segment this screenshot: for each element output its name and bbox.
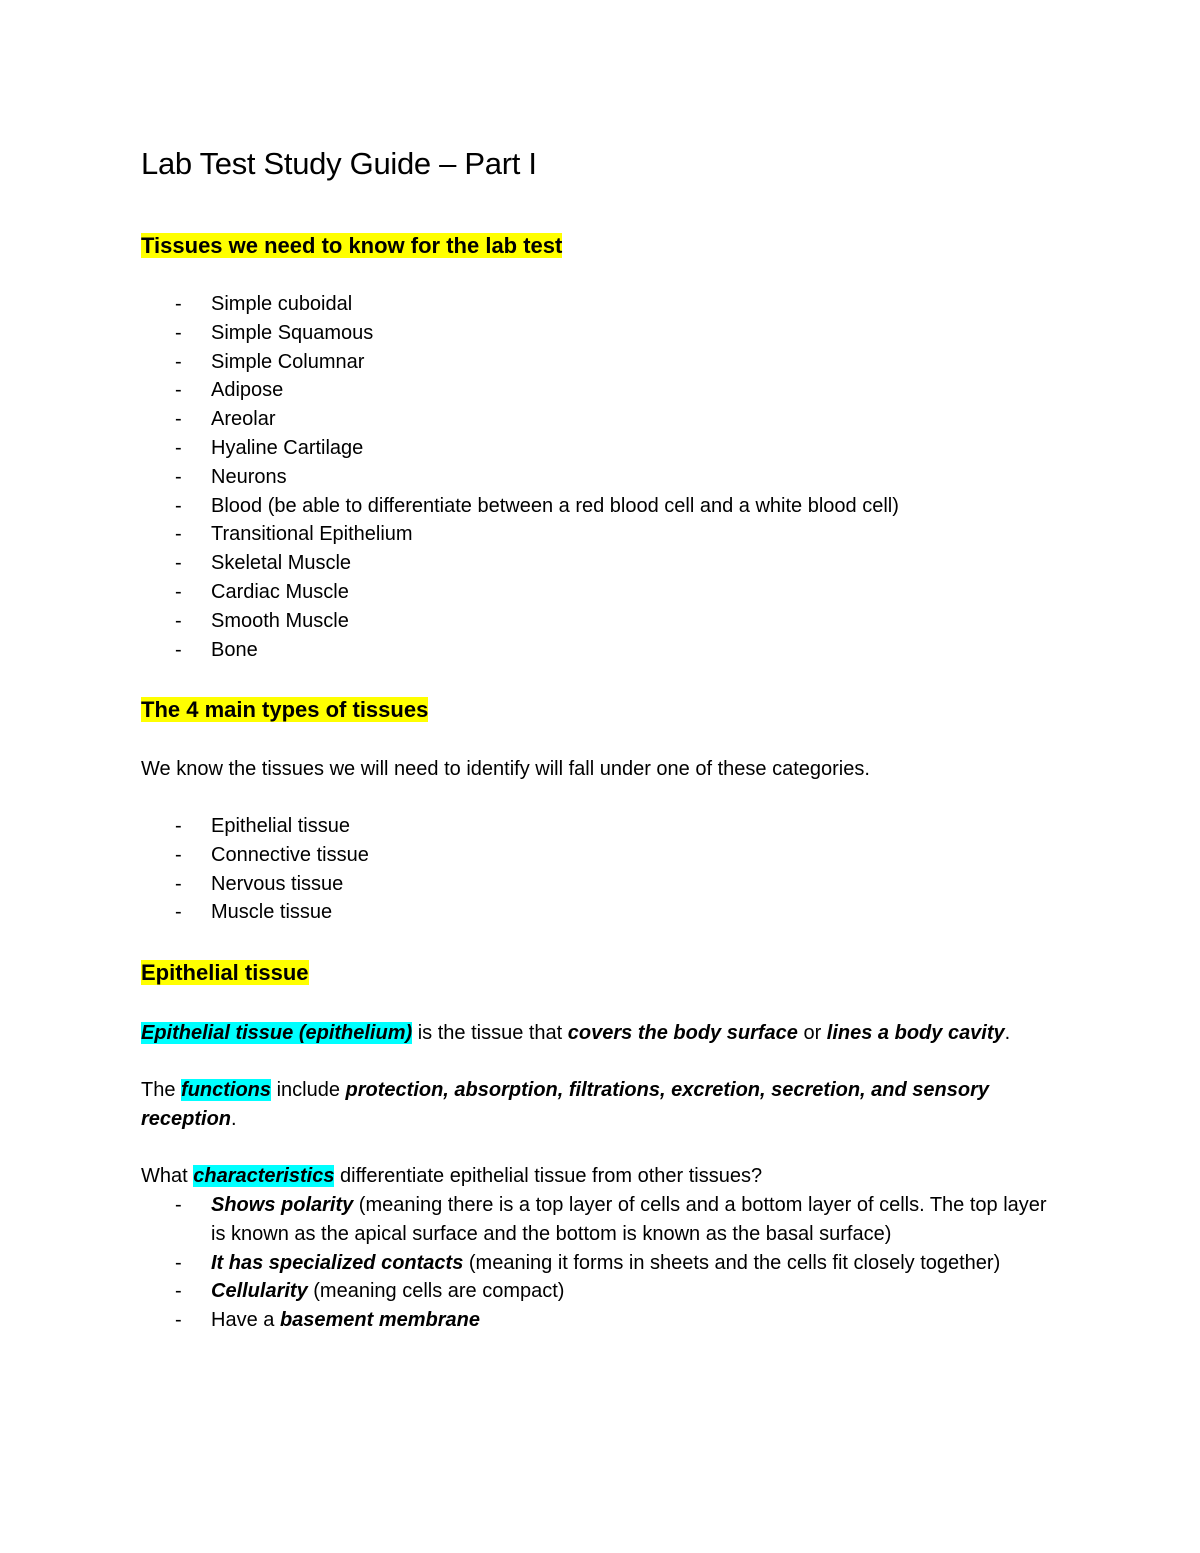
list-item	[141, 290, 899, 319]
list-item-text: Transitional Epithelium	[211, 523, 413, 546]
characteristics-list	[141, 1191, 1061, 1335]
list-item	[141, 812, 369, 841]
list-item-text: Simple cuboidal	[211, 293, 353, 315]
list-item-text: Connective tissue	[211, 843, 369, 866]
bullet-dash: -	[175, 465, 182, 488]
list-item-text: Skeletal Muscle	[211, 552, 352, 575]
list-item-text: Smooth Muscle	[211, 609, 349, 632]
list-item	[141, 636, 899, 665]
bullet-dash: -	[175, 872, 182, 895]
list-item	[141, 376, 899, 405]
definition-term: Epithelial tissue (epithelium)	[141, 1022, 413, 1044]
characteristics-question	[141, 1162, 1061, 1191]
definition-text: or	[797, 1022, 827, 1044]
bullet-dash: -	[175, 901, 182, 924]
characteristic-detail: (meaning cells are compact)	[307, 1280, 565, 1303]
bullet-dash: -	[175, 638, 182, 661]
characteristic-name: Cellularity	[211, 1280, 308, 1303]
heading-highlight: Tissues we need to know for the lab test	[141, 233, 563, 258]
bullet-dash: -	[175, 321, 182, 344]
list-item	[141, 348, 899, 377]
section-heading-epithelial	[141, 958, 309, 988]
functions-text: The	[141, 1079, 182, 1101]
functions-text: include	[271, 1079, 346, 1101]
epithelial-definition	[141, 1019, 1061, 1048]
list-item	[141, 1277, 1061, 1306]
characteristic-name: It has specialized contacts	[211, 1251, 464, 1274]
list-item	[141, 492, 899, 521]
heading-highlight: The 4 main types of tissues	[141, 697, 429, 722]
bullet-dash: -	[175, 1280, 182, 1303]
bullet-dash: -	[175, 350, 182, 373]
bullet-dash: -	[175, 1194, 182, 1216]
bullet-dash: -	[175, 1309, 182, 1332]
functions-list: protection, absorption, filtrations, excretion, secretion, and sensory reception	[141, 1079, 989, 1130]
functions-text: .	[231, 1107, 237, 1130]
definition-emphasis: covers the body surface	[567, 1022, 798, 1044]
characteristics-term: characteristics	[193, 1165, 335, 1187]
list-item-text: Areolar	[211, 408, 276, 431]
bullet-dash: -	[175, 408, 182, 431]
characteristic-name: Shows polarity	[211, 1194, 354, 1216]
list-item-text: Hyaline Cartilage	[211, 436, 364, 459]
list-item	[141, 434, 899, 463]
definition-text: is the tissue that	[412, 1022, 568, 1044]
list-item	[141, 870, 369, 899]
list-item-text: Cardiac Muscle	[211, 580, 349, 603]
functions-term: functions	[181, 1079, 272, 1101]
list-item-text: Adipose	[211, 379, 284, 402]
section-heading-main-types	[141, 695, 428, 725]
bullet-dash: -	[175, 552, 182, 575]
characteristic-name: basement membrane	[279, 1309, 481, 1332]
list-item	[141, 607, 899, 636]
bullet-dash: -	[175, 1251, 182, 1274]
list-item-text: Bone	[211, 638, 258, 661]
bullet-dash: -	[175, 436, 182, 459]
section-heading-tissues	[141, 231, 562, 261]
list-item	[141, 1249, 1061, 1278]
list-item-text: Blood (be able to differentiate between a red blood cell and a white blood cell)	[211, 494, 899, 517]
heading-highlight: Epithelial tissue	[141, 960, 309, 985]
question-text: differentiate epithelial tissue from other tissues?	[334, 1165, 763, 1187]
bullet-dash: -	[175, 815, 182, 837]
list-item	[141, 405, 899, 434]
list-item-text: Neurons	[211, 465, 287, 488]
bullet-dash: -	[175, 293, 182, 315]
list-item	[141, 578, 899, 607]
list-item	[141, 841, 369, 870]
tissue-type-list	[141, 812, 369, 927]
tissue-list	[141, 290, 899, 664]
bullet-dash: -	[175, 580, 182, 603]
list-item	[141, 549, 899, 578]
definition-text: .	[1004, 1022, 1011, 1044]
list-item-text: Muscle tissue	[211, 901, 333, 924]
bullet-dash: -	[175, 609, 182, 632]
bullet-dash: -	[175, 523, 182, 546]
list-item-text: Have a	[211, 1309, 280, 1332]
list-item-text: Nervous tissue	[211, 872, 344, 895]
list-item	[141, 520, 899, 549]
list-item	[141, 1306, 1061, 1335]
list-item	[141, 898, 369, 927]
characteristic-detail: (meaning there is a top layer of cells and a bottom layer of cells. The top layer is known as the apical surface and the bottom is known as the basal surface)	[211, 1194, 1047, 1245]
list-item	[141, 463, 899, 492]
bullet-dash: -	[175, 379, 182, 402]
list-item-text: Simple Columnar	[211, 350, 365, 373]
definition-emphasis: lines a body cavity	[826, 1022, 1005, 1044]
question-text: What	[141, 1165, 194, 1187]
epithelial-functions	[141, 1076, 1061, 1133]
list-item-text: Simple Squamous	[211, 321, 374, 344]
bullet-dash: -	[175, 494, 182, 517]
bullet-dash: -	[175, 843, 182, 866]
list-item	[141, 319, 899, 348]
list-item	[141, 1191, 1061, 1249]
characteristic-detail: (meaning it forms in sheets and the cells fit closely together)	[463, 1251, 1001, 1274]
list-item-text: Epithelial tissue	[211, 815, 350, 837]
main-types-intro: We know the tissues we will need to identify will fall under one of these categories.	[141, 758, 870, 780]
page-title: Lab Test Study Guide – Part I	[141, 146, 537, 181]
